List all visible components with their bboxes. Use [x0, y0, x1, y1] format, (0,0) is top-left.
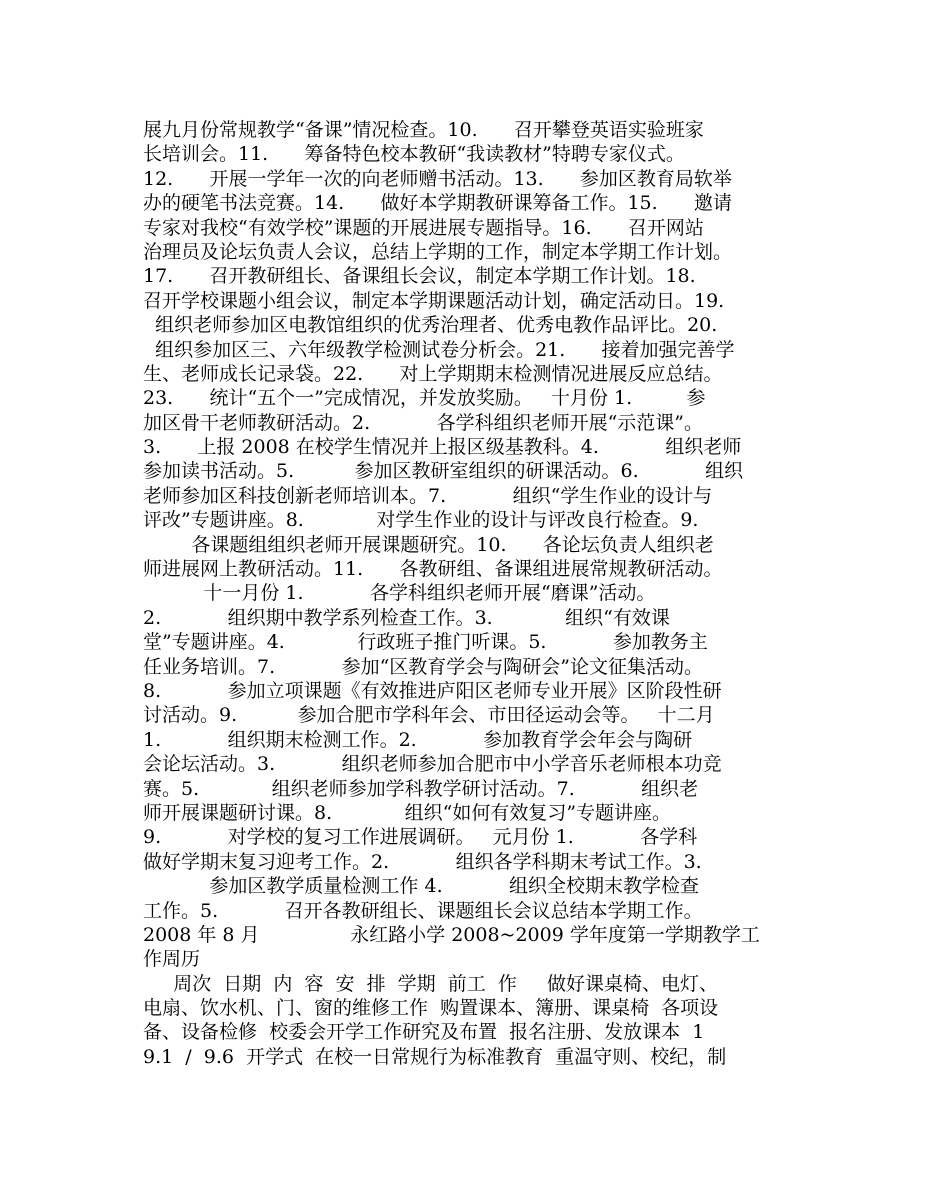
text-line: 作周历: [143, 948, 201, 971]
text-line: 老师参加区科技创新老师培训本。7. 组织“学生作业的设计与: [143, 484, 713, 507]
text-line: 任业务培训。7. 参加“区教育学会与陶研会”论文征集活动。: [143, 655, 703, 678]
text-line: 办的硬笔书法竞赛。14. 做好本学期教研课筹备工作。15. 邀请: [143, 192, 732, 215]
text-line: 长培训会。11. 筹备特色校本教研“我读教材”特聘专家仪式。: [143, 143, 685, 166]
text-line: 9. 对学校的复习工作进展调研。 元月份 1. 各学科: [143, 826, 698, 849]
text-line: 赛。5. 组织老师参加学科教学研讨活动。7. 组织老: [143, 777, 699, 800]
text-line: 2008 年 8 月 永红路小学 2008~2009 学年度第一学期教学工: [143, 923, 760, 946]
text-line: 参加区教学质量检测工作 4. 组织全校期末教学检查: [143, 875, 700, 898]
text-line: 参加读书活动。5. 参加区教研室组织的研课活动。6. 组织: [143, 460, 744, 483]
text-line: 9.1 / 9.6 开学式 在校一日常规行为标准教育 重温守则、校纪，制: [143, 1045, 727, 1068]
text-line: 23. 统计“五个一”完成情况，并发放奖励。 十月份 1. 参: [143, 387, 706, 410]
text-line: 2. 组织期中教学系列检查工作。3. 组织“有效课: [143, 606, 670, 629]
text-line: 十一月份 1. 各学科组织老师开展“磨课”活动。: [143, 582, 656, 605]
text-line: 3. 上报 2008 在校学生情况并上报区级基教科。4. 组织老师: [143, 436, 742, 459]
text-line: 师开展课题研讨课。8. 组织“如何有效复习”专题讲座。: [143, 801, 672, 824]
text-line: 8. 参加立项课题《有效推进庐阳区老师专业开展》区阶段性研: [143, 679, 722, 702]
text-line: 会论坛活动。3. 组织老师参加合肥市中小学音乐老师根本功竞: [143, 753, 722, 776]
text-line: 12. 开展一学年一次的向老师赠书活动。13. 参加区教育局软举: [143, 167, 732, 190]
document-body: [143, 118, 827, 1069]
text-line: 治理员及论坛负责人会议，总结上学期的工作，制定本学期工作计划。: [143, 240, 733, 263]
text-line: 展九月份常规教学“备课”情况检查。10. 召开攀登英语实验班家: [143, 119, 704, 141]
text-line: 组织老师参加区电教馆组织的优秀治理者、优秀电教作品评比。20.: [143, 314, 718, 337]
text-line: 工作。5. 召开各教研组长、课题组长会议总结本学期工作。: [143, 899, 703, 922]
text-line: 电扇、饮水机、门、窗的维修工作 购置课本、簿册、课桌椅 各项设: [143, 997, 719, 1020]
text-line: 召开学校课题小组会议，制定本学期课题活动计划，确定活动日。19.: [143, 289, 725, 312]
text-line: 加区骨干老师教研活动。2. 各学科组织老师开展“示范课”。: [143, 411, 703, 434]
text-line: 组织参加区三、六年级教学检测试卷分析会。21. 接着加强完善学: [143, 338, 735, 361]
text-line: 评改”专题讲座。8. 对学生作业的设计与评改良行检查。9.: [143, 509, 699, 532]
text-line: 讨活动。9. 参加合肥市学科年会、市田径运动会等。 十二月: [143, 704, 715, 727]
text-line: 做好学期末复习迎考工作。2. 组织各学科期末考试工作。3.: [143, 850, 702, 873]
text-line: 1. 组织期末检测工作。2. 参加教育学会年会与陶研: [143, 728, 693, 751]
text-line: 专家对我校“有效学校”课题的开展进展专题指导。16. 召开网站: [143, 216, 704, 239]
text-line: 师进展网上教研活动。11. 各教研组、备课组进展常规教研活动。: [143, 558, 723, 581]
text-line: 周次 日期 内 容 安 排 学期 前工 作 做好课桌椅、电灯、: [143, 972, 719, 995]
text-line: 备、设备检修 校委会开学工作研究及布置 报名注册、发放课本 1: [143, 1021, 705, 1044]
text-line: 17. 召开教研组长、备课组长会议，制定本学期工作计划。18.: [143, 265, 696, 288]
text-line: 生、老师成长记录袋。22. 对上学期期末检测情况进展反应总结。: [143, 362, 723, 385]
text-line: 各课题组组织老师开展课题研究。10. 各论坛负责人组织老: [143, 533, 714, 556]
text-line: 堂”专题讲座。4. 行政班子推门听课。5. 参加教务主: [143, 631, 708, 654]
